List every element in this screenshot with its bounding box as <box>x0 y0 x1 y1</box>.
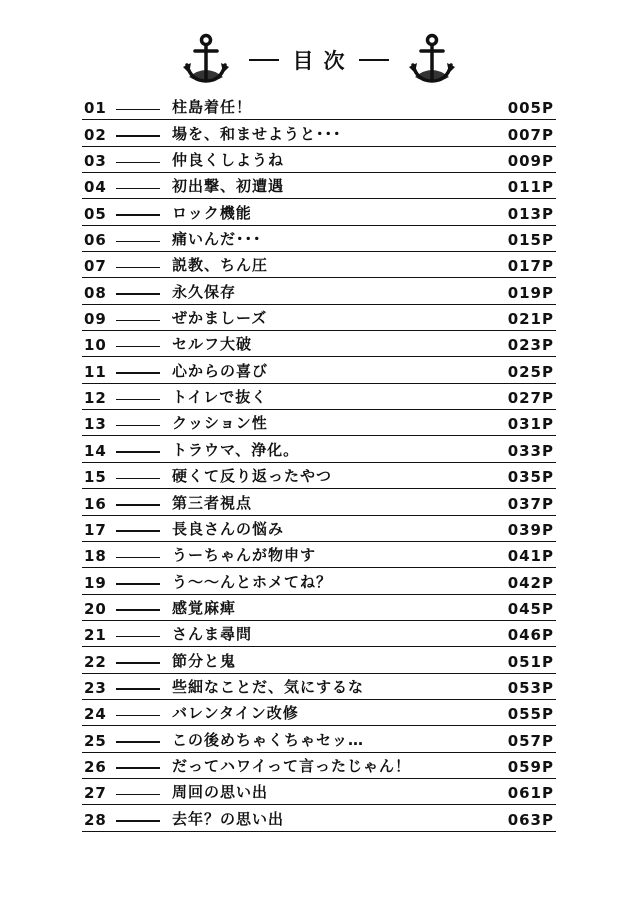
chapter-title: 第三者視点 <box>172 493 253 512</box>
chapter-title: 些細なことだ、気にするな <box>172 677 365 696</box>
toc-row <box>82 436 556 462</box>
toc-row <box>82 94 556 120</box>
chapter-number: 18 <box>84 547 107 566</box>
page-number: 019P <box>507 283 554 302</box>
chapter-title: 柱島着任！ <box>172 98 253 117</box>
leader-line <box>116 767 160 769</box>
page-number: 046P <box>507 626 554 645</box>
page-number: 033P <box>507 441 554 460</box>
page-number: 061P <box>507 784 554 803</box>
leader-line <box>116 662 160 664</box>
leader-line <box>116 451 160 453</box>
leader-line <box>116 346 160 348</box>
toc-row <box>82 674 556 700</box>
page-number: 053P <box>507 678 554 697</box>
anchor-icon <box>181 33 231 87</box>
page-number: 027P <box>507 389 554 408</box>
leader-line <box>116 478 160 480</box>
page-number: 055P <box>507 705 554 724</box>
page-number: 015P <box>507 231 554 250</box>
chapter-title: クッション性 <box>172 414 268 433</box>
leader-line <box>116 530 160 532</box>
chapter-title: さんま尋問 <box>172 625 253 644</box>
page-number: 007P <box>507 125 554 144</box>
chapter-title: セルフ大破 <box>172 335 253 354</box>
page-number: 037P <box>507 494 554 513</box>
toc-row <box>82 147 556 173</box>
chapter-title: 硬くて反り返ったやつ <box>172 467 333 486</box>
title-dash-left <box>249 59 279 61</box>
toc-row <box>82 516 556 542</box>
toc-row <box>82 331 556 357</box>
chapter-title: トイレで抜く <box>172 388 268 407</box>
leader-line <box>116 241 160 243</box>
chapter-title: 永久保存 <box>172 282 237 301</box>
page-number: 025P <box>507 362 554 381</box>
leader-line <box>116 820 160 822</box>
page-number: 035P <box>507 468 554 487</box>
leader-line <box>116 504 160 506</box>
chapter-number: 13 <box>84 415 107 434</box>
chapter-number: 08 <box>84 283 107 302</box>
toc-row <box>82 753 556 779</box>
chapter-number: 12 <box>84 389 107 408</box>
chapter-title: 長良さんの悩み <box>172 519 285 538</box>
page-number: 005P <box>507 99 554 118</box>
chapter-number: 24 <box>84 705 107 724</box>
leader-line <box>116 162 160 164</box>
leader-line <box>116 741 160 743</box>
chapter-number: 03 <box>84 152 107 171</box>
chapter-number: 28 <box>84 810 107 829</box>
chapter-title: 去年？の思い出 <box>172 809 285 828</box>
leader-line <box>116 188 160 190</box>
anchor-icon <box>407 33 457 87</box>
leader-line <box>116 794 160 796</box>
chapter-title: 場を、和ませようと･･･ <box>172 124 342 143</box>
toc-row <box>82 120 556 146</box>
leader-line <box>116 557 160 559</box>
page-number: 017P <box>507 257 554 276</box>
chapter-number: 09 <box>84 310 107 329</box>
page-number: 023P <box>507 336 554 355</box>
chapter-title: ぜかましーズ <box>172 309 268 328</box>
toc-row <box>82 621 556 647</box>
chapter-title: ロック機能 <box>172 203 252 222</box>
leader-line <box>116 320 160 322</box>
toc-row <box>82 199 556 225</box>
chapter-number: 14 <box>84 441 107 460</box>
chapter-number: 26 <box>84 757 107 776</box>
leader-line <box>116 715 160 717</box>
toc-row <box>82 700 556 726</box>
leader-line <box>116 293 160 295</box>
chapter-title: 節分と鬼 <box>172 651 237 670</box>
leader-line <box>116 583 160 585</box>
chapter-number: 25 <box>84 731 107 750</box>
toc-row <box>82 568 556 594</box>
chapter-number: 23 <box>84 678 107 697</box>
title-dash-right <box>359 59 389 61</box>
chapter-number: 04 <box>84 178 107 197</box>
chapter-title: う～～んとホメてね？ <box>172 572 333 591</box>
chapter-number: 05 <box>84 204 107 223</box>
chapter-title: だってハワイって言ったじゃん！ <box>172 756 411 775</box>
leader-line <box>116 636 160 638</box>
page-number: 013P <box>507 204 554 223</box>
chapter-title: うーちゃんが物申す <box>172 546 317 565</box>
chapter-number: 22 <box>84 652 107 671</box>
page-number: 045P <box>507 599 554 618</box>
table-of-contents <box>82 94 556 832</box>
leader-line <box>116 267 160 269</box>
leader-line <box>116 135 160 137</box>
toc-row <box>82 647 556 673</box>
chapter-title: 仲良くしようね <box>172 151 285 170</box>
chapter-number: 07 <box>84 257 107 276</box>
toc-row <box>82 173 556 199</box>
toc-header <box>0 30 637 90</box>
toc-row <box>82 463 556 489</box>
toc-row <box>82 252 556 278</box>
page-number: 039P <box>507 520 554 539</box>
toc-row <box>82 410 556 436</box>
chapter-title: 痛いんだ･･･ <box>172 230 262 249</box>
chapter-title: 初出撃、初遭遇 <box>172 177 285 196</box>
page-number: 021P <box>507 310 554 329</box>
chapter-number: 15 <box>84 468 107 487</box>
chapter-number: 17 <box>84 520 107 539</box>
leader-line <box>116 609 160 611</box>
chapter-number: 27 <box>84 784 107 803</box>
toc-row <box>82 779 556 805</box>
leader-line <box>116 399 160 401</box>
chapter-number: 06 <box>84 231 107 250</box>
leader-line <box>116 372 160 374</box>
chapter-title: 説教、ちん圧 <box>172 256 269 275</box>
chapter-title: この後めちゃくちゃセッ… <box>172 730 365 749</box>
chapter-title: バレンタイン改修 <box>172 704 299 723</box>
page-number: 051P <box>507 652 554 671</box>
toc-row <box>82 278 556 304</box>
chapter-title: 周回の思い出 <box>172 783 269 802</box>
leader-line <box>116 425 160 427</box>
leader-line <box>116 214 160 216</box>
page-number: 057P <box>507 731 554 750</box>
title-group <box>249 45 389 75</box>
page-title: 目次 <box>292 49 355 73</box>
page-number: 041P <box>507 547 554 566</box>
chapter-number: 01 <box>84 99 107 118</box>
toc-row <box>82 805 556 831</box>
page-number: 042P <box>507 573 554 592</box>
chapter-number: 11 <box>84 362 107 381</box>
toc-row <box>82 595 556 621</box>
chapter-number: 21 <box>84 626 107 645</box>
page-number: 031P <box>507 415 554 434</box>
toc-row <box>82 305 556 331</box>
toc-row <box>82 357 556 383</box>
leader-line <box>116 688 160 690</box>
chapter-title: 感覚麻痺 <box>172 598 237 617</box>
chapter-title: 心からの喜び <box>172 361 269 380</box>
page-number: 059P <box>507 757 554 776</box>
toc-row <box>82 226 556 252</box>
leader-line <box>116 109 160 111</box>
chapter-number: 02 <box>84 125 107 144</box>
toc-row <box>82 384 556 410</box>
chapter-number: 16 <box>84 494 107 513</box>
page-number: 009P <box>507 152 554 171</box>
chapter-title: トラウマ、浄化。 <box>172 440 300 459</box>
chapter-number: 20 <box>84 599 107 618</box>
chapter-number: 10 <box>84 336 107 355</box>
toc-row <box>82 489 556 515</box>
page-number: 011P <box>507 178 554 197</box>
page-number: 063P <box>507 810 554 829</box>
toc-row <box>82 726 556 752</box>
chapter-number: 19 <box>84 573 107 592</box>
toc-row <box>82 542 556 568</box>
